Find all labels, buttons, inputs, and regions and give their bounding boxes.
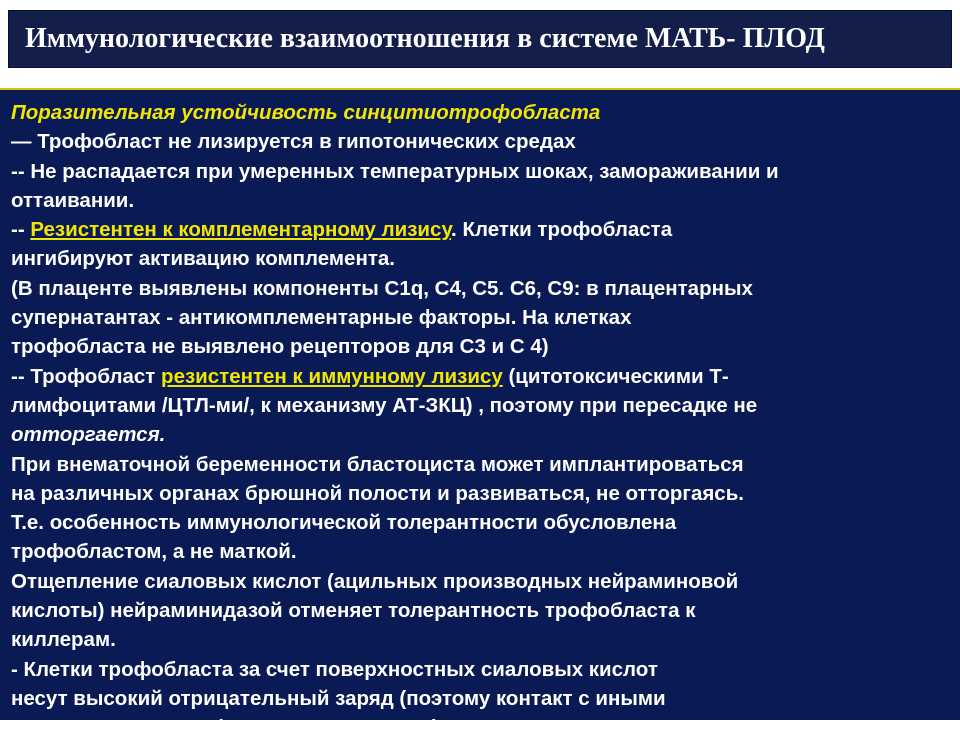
title-bar [8, 10, 952, 68]
text-line-14: Т.е. особенность иммунологической толерантности обусловлена [11, 511, 677, 535]
text-line-9 [11, 362, 956, 391]
text-line-2: -- Не распадается при умеренных температурных шоках, замораживании и [11, 159, 779, 183]
text-line-4 [11, 215, 956, 244]
text-line-11: отторгается. [11, 423, 166, 447]
text-line-4-suffix: . Клетки трофобласта [451, 218, 673, 242]
text-line-18: киллерам. [11, 628, 116, 652]
text-line-7: супернатантах - антикомплементарные факторы. На клетках [11, 306, 632, 330]
text-line-20: несут высокий отрицательный заряд (поэтому контакт с иными [11, 686, 666, 710]
section-heading: Поразительная устойчивость синцитиотрофобласта [11, 101, 601, 124]
text-line-9-prefix: -- Трофобласт [11, 364, 162, 388]
text-line-3: оттаивании. [11, 188, 135, 212]
text-line-1: — Трофобласт не лизируется в гипотонических средах [11, 130, 576, 154]
text-line-4-prefix: -- [11, 218, 31, 242]
content-box [0, 88, 960, 740]
text-line-12: При внематочной беременности бластоциста может имплантироваться [11, 452, 744, 476]
slide-title: Иммунологические взаимоотношения в системе МАТЬ- ПЛОД [25, 23, 825, 54]
complement-lysis-highlight: Резистентен к комплементарному лизису [30, 218, 452, 242]
body-text [11, 98, 956, 743]
text-line-8: трофобласта не выявлено рецепторов для С3 и С 4) [11, 335, 549, 359]
text-line-16: Отщепление сиаловых кислот (ацильных производных нейраминовой [11, 569, 739, 593]
text-line-6: (В плаценте выявлены компоненты С1q, С4, С5. С6, С9: в плацентарных [11, 276, 753, 300]
text-line-13: на различных органах брюшной полости и развиваться, не отторгаясь. [11, 481, 745, 505]
text-line-15: трофобластом, а не маткой. [11, 540, 297, 564]
immune-lysis-highlight: резистентен к иммунному лизису [161, 364, 503, 388]
text-line-5: ингибируют активацию комплемента. [11, 247, 395, 271]
text-line-19: - Клетки трофобласта за счет поверхностных сиаловых кислот [11, 657, 658, 681]
text-line-10: лимфоцитами /ЦТЛ-ми/, к механизму АТ-ЗКЦ) , поэтому при пересадке не [11, 393, 758, 417]
text-line-17: кислоты) нейраминидазой отменяет толерантность трофобласта к [11, 599, 696, 623]
text-line-21: клетками, в т.ч. лимфоцитами, затруднен). [11, 716, 445, 740]
text-line-9-suffix: (цитотоксическими Т- [502, 364, 729, 388]
